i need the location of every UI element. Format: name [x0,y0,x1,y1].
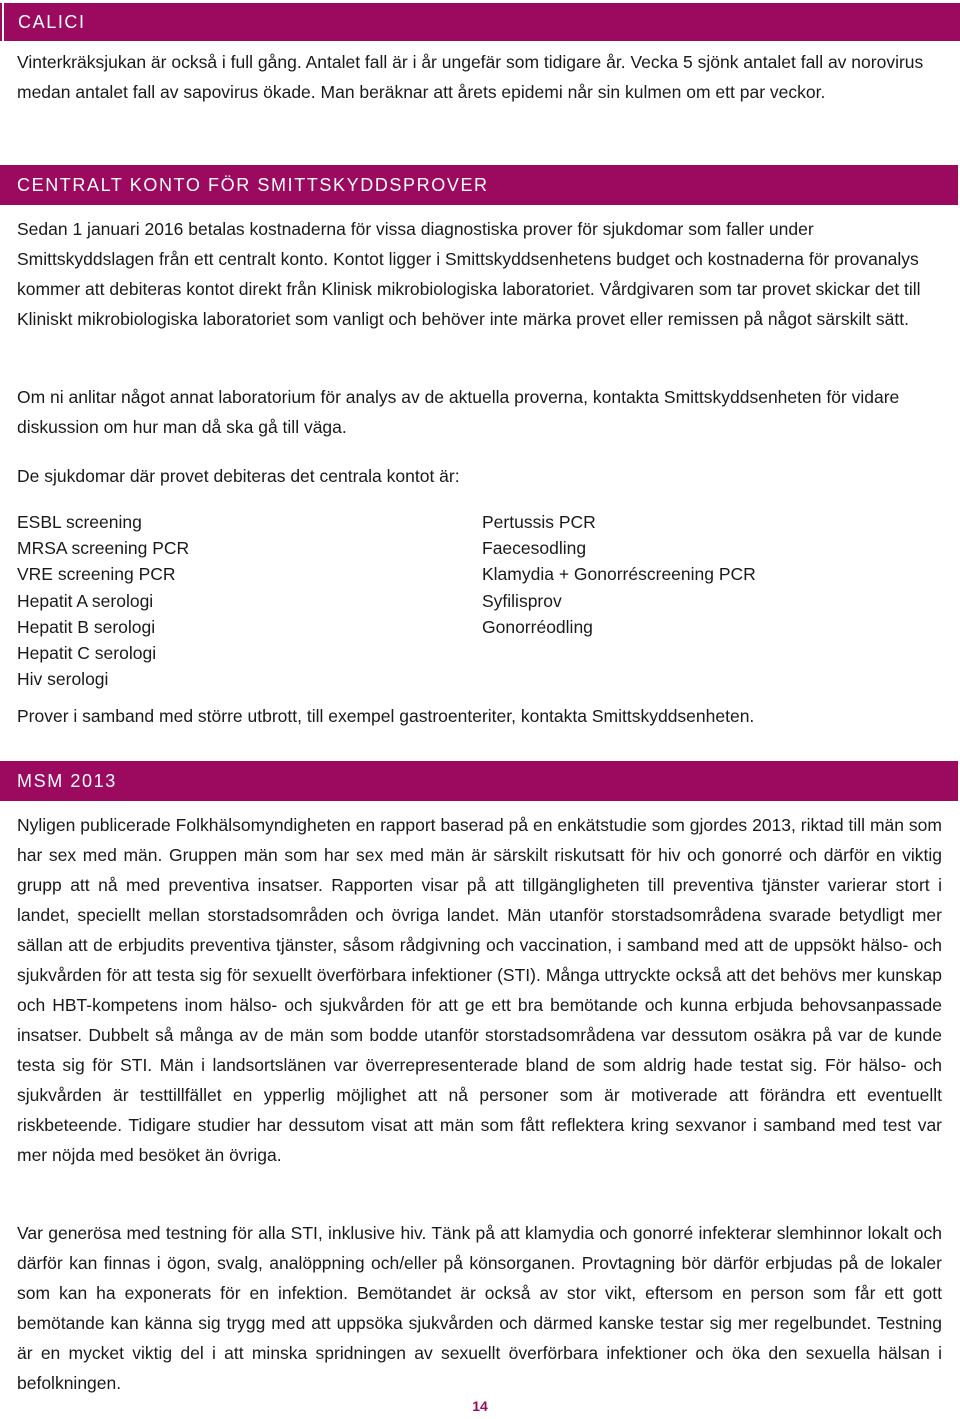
test-list-right [482,509,756,640]
msm-paragraph-2: Var generösa med testning för alla STI, inklusive hiv. Tänk på att klamydia och gonorré infekterar slemhinnor lokalt och därför kan finnas i ögon, svalg, analöppning och/eller på könsorganen. Provtagning bör därför erbjudas på de lokaler som kan ha exponerats för en infektion. Bemötandet är också av stor vikt, eftersom en person som får ett gott bemötande kan känna sig trygg med att uppsöka sjukvården och därmed kanske testar sig mer regelbundet. Testning är en mycket viktig del i att minska spridningen av sexuellt överförbara infektioner och öka den sexuella hälsan i befolkningen. [17,1223,942,1393]
list-item: Klamydia + Gonorréscreening PCR [482,564,756,585]
konto-note: Prover i samband med större utbrott, till exempel gastroenteriter, kontakta Smittskyddsenheten. [17,706,755,726]
konto-paragraph-1: Sedan 1 januari 2016 betalas kostnaderna för vissa diagnostiska prover för sjukdomar som faller under Smittskyddslagen från ett centralt konto. Kontot ligger i Smittskyddsenhetens budget och kostnaderna för provanalys kommer att debiteras kontot direkt från Klinisk mikrobiologiska laboratoriet. Vårdgivaren som tar provet skickar det till Kliniskt mikrobiologiska laboratoriet som vanligt och behöver inte märka provet eller remissen på något särskilt sätt. [17,219,921,329]
section-title: CALICI [18,12,86,32]
list-item: Hepatit B serologi [17,616,156,637]
list-item: Syfilisprov [482,590,562,611]
calici-paragraph: Vinterkräksjukan är också i full gång. Antalet fall är i år ungefär som tidigare år. Vecka 5 sjönk antalet fall av norovirus medan antalet fall av sapovirus ökade. Man beräknar att årets epidemi når sin kulmen om ett par veckor. [17,52,924,102]
list-item: Hepatit C serologi [17,643,157,664]
list-item: Hiv serologi [17,669,109,690]
msm-paragraph-1: Nyligen publicerade Folkhälsomyndigheten en rapport baserad på en enkätstudie som gjordes 2013, riktad till män som har sex med män. Gruppen män som har sex med män är särskilt riskutsatt för hiv och gonorré och därför en viktig grupp att nå med preventiva insatser. Rapporten visar på att tillgängligheten till preventiva tjänster varierar stort i landet, speciellt mellan storstadsområden och övriga landet. Män utanför storstadsområdena svarade betydligt mer sällan att de erbjudits preventiva tjänster, såsom rådgivning och vaccination, i samband med att de uppsökt hälso- och sjukvården för att testa sig för sexuellt överförbara infektioner (STI). Många uttryckte också att det behövs mer kunskap och HBT-kompetens inom hälso- och sjukvården för att ge ett bra bemötande och kunna erbjuda behovsanpassade insatser. Dubbelt så många av de män som bodde utanför storstadsområdena var dessutom osäkra på var de kunde testa sig för STI. Män i landsortslänen var överrepresenterade bland de som aldrig hade testat sig. För hälso- och sjukvården är testtillfället en ypperlig möjlighet att nå personer som är motiverade att förändra ett eventuellt riskbeteende. Tidigare studier har dessutom visat att män som fått reflektera kring sexvanor i samband med test var mer nöjda med besöket än övriga. [17,815,942,1165]
section-header-konto [0,165,958,205]
list-item: Faecesodling [482,538,587,559]
list-item: MRSA screening PCR [17,538,190,559]
list-item: ESBL screening [17,512,142,532]
section-title: MSM 2013 [17,771,117,791]
list-item: VRE screening PCR [17,564,176,585]
section-header-msm [0,761,958,801]
test-list-left [17,509,189,692]
list-item: Hepatit A serologi [17,590,154,611]
konto-paragraph-3: De sjukdomar där provet debiteras det centrala kontot är: [17,466,460,486]
section-header-calici [2,3,960,41]
konto-paragraph-2: Om ni anlitar något annat laboratorium för analys av de aktuella proverna, kontakta Smittskyddsenheten för vidare diskussion om hur man då ska gå till väga. [17,387,900,437]
list-item: Gonorréodling [482,616,593,637]
list-item: Pertussis PCR [482,512,596,532]
page-number: 14 [472,1398,488,1414]
section-title: CENTRALT KONTO FÖR SMITTSKYDDSPROVER [17,175,489,195]
